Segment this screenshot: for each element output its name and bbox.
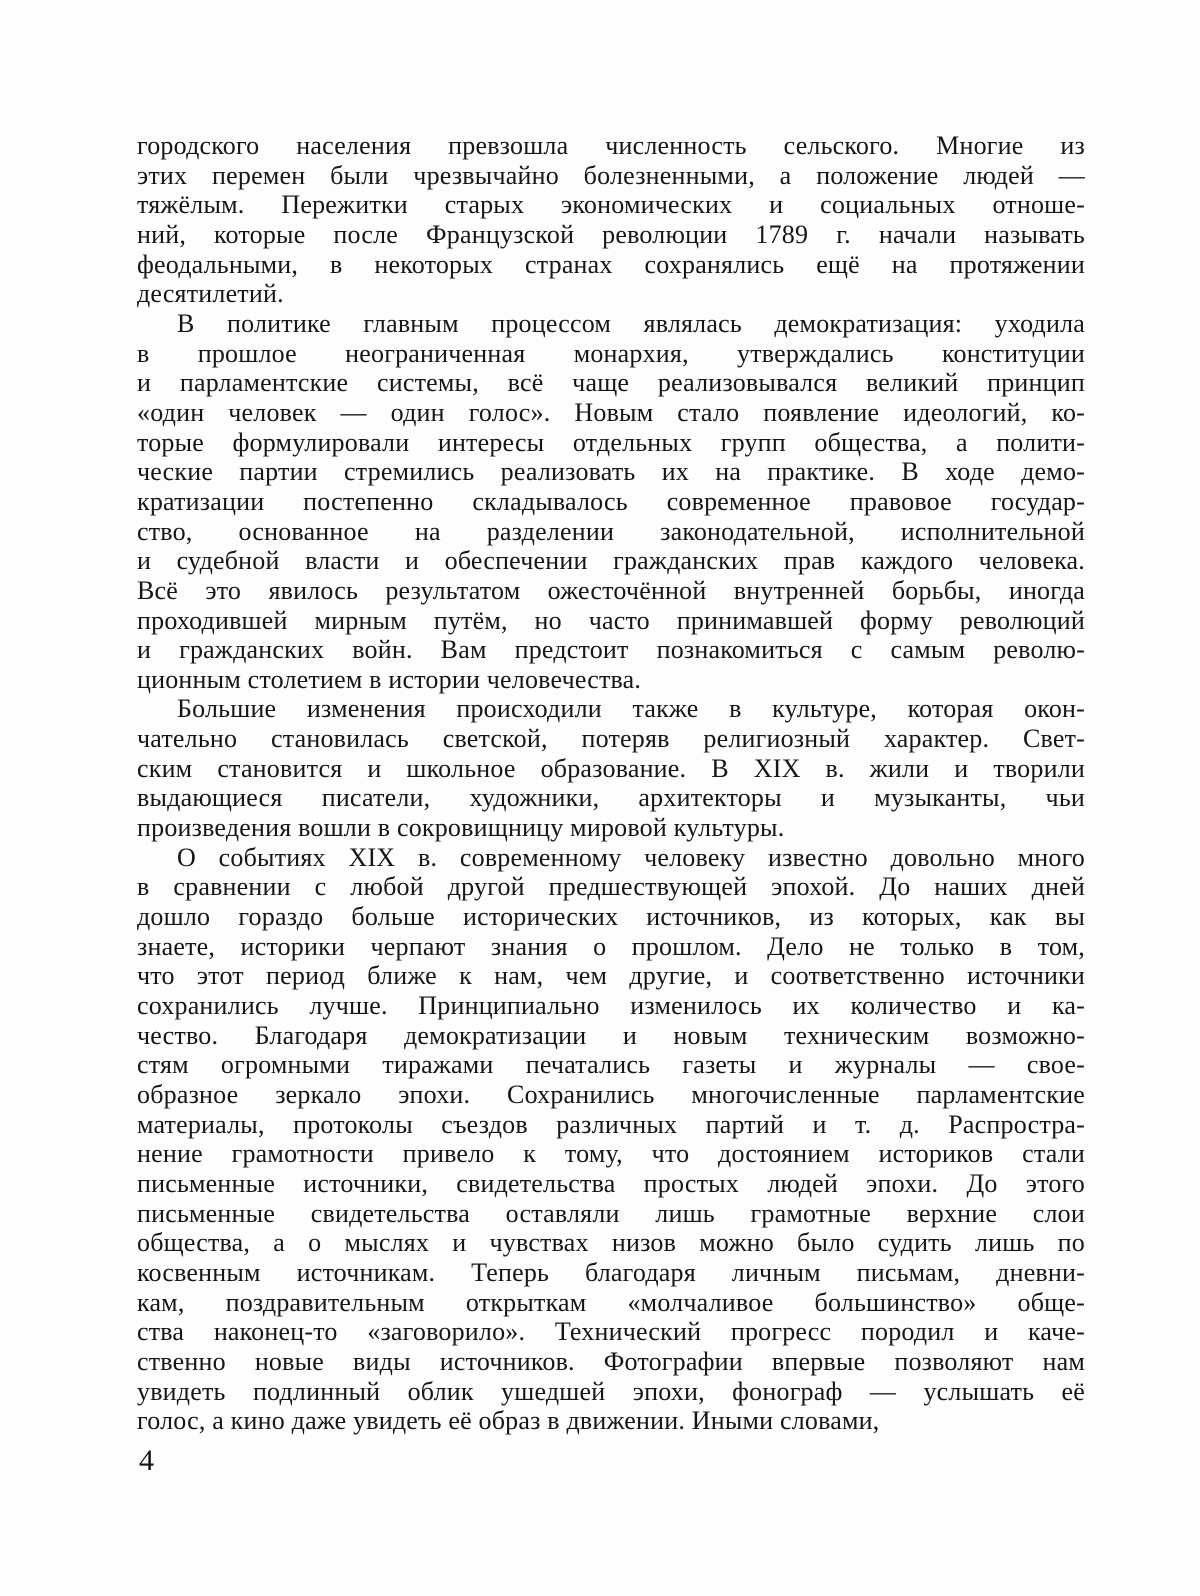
text-line: общества, а о мыслях и чувствах низов можно было судить лишь по <box>137 1228 1085 1258</box>
text-line: сохранились лучше. Принципиально изменилось их количество и ка- <box>137 991 1085 1021</box>
text-line: голос, а кино даже увидеть её образ в движении. Иными словами, <box>137 1406 880 1436</box>
text-line: знаете, историки черпают знания о прошлом. Дело не только в том, <box>137 931 1085 961</box>
text-line: проходившей мирным путём, но часто принимавшей форму революций <box>137 605 1085 635</box>
text-line: нение грамотности привело к тому, что достоянием историков стали <box>137 1139 1085 1169</box>
text-line: стям огромными тиражами печатались газеты и журналы — свое- <box>137 1050 1085 1080</box>
text-line: ство, основанное на разделении законодательной, исполнительной <box>137 516 1085 546</box>
text-line: и судебной власти и обеспечении гражданских прав каждого человека. <box>137 546 1085 576</box>
text-line: ским становится и школьное образование. В XIX в. жили и творили <box>137 753 1085 783</box>
paragraph <box>137 131 1085 309</box>
text-line: Большие изменения происходили также в культуре, которая окон- <box>177 694 1085 724</box>
text-line: чательно становилась светской, потеряв религиозный характер. Свет- <box>137 724 1085 754</box>
text-line: О событиях XIX в. современному человеку известно довольно много <box>177 842 1085 872</box>
text-block <box>137 131 1085 1436</box>
page-number: 4 <box>139 1444 154 1477</box>
text-line: ства наконец-то «заговорило». Технический прогресс породил и каче- <box>137 1317 1085 1347</box>
paragraph <box>137 309 1085 695</box>
text-line: чество. Благодаря демократизации и новым техническим возможно- <box>137 1020 1085 1050</box>
paragraph <box>137 694 1085 842</box>
text-line: феодальными, в некоторых странах сохранялись ещё на протяжении <box>137 249 1085 279</box>
text-line: «один человек — один голос». Новым стало появление идеологий, ко- <box>137 397 1085 427</box>
text-line: десятилетий. <box>137 279 284 309</box>
text-line: письменные источники, свидетельства простых людей эпохи. До этого <box>137 1168 1085 1198</box>
text-line: письменные свидетельства оставляли лишь грамотные верхние слои <box>137 1198 1085 1228</box>
text-line: образное зеркало эпохи. Сохранились многочисленные парламентские <box>137 1080 1085 1109</box>
text-line: Всё это явилось результатом ожесточённой внутренней борьбы, иногда <box>137 575 1085 605</box>
text-line: ческие партии стремились реализовать их на практике. В ходе демо- <box>137 457 1085 487</box>
text-line: этих перемен были чрезвычайно болезненными, а положение людей — <box>137 160 1085 190</box>
text-line: материалы, протоколы съездов различных партий и т. д. Распростра- <box>137 1109 1085 1139</box>
text-line: кратизации постепенно складывалось современное правовое государ- <box>137 486 1085 516</box>
text-line: выдающиеся писатели, художники, архитекторы и музыканты, чьи <box>137 783 1085 813</box>
text-line: в прошлое неограниченная монархия, утверждались конституции <box>137 338 1085 368</box>
text-line: городского населения превзошла численность сельского. Многие из <box>137 131 1085 160</box>
text-line: ний, которые после Французской революции 1789 г. начали называть <box>137 219 1085 249</box>
text-line: и парламентские системы, всё чаще реализовывался великий принцип <box>137 368 1085 398</box>
text-line: тяжёлым. Пережитки старых экономических и социальных отноше- <box>137 190 1085 220</box>
text-line: произведения вошли в сокровищницу мировой культуры. <box>137 813 785 843</box>
text-line: в сравнении с любой другой предшествующей эпохой. До наших дней <box>137 872 1085 902</box>
text-line: ционным столетием в истории человечества. <box>137 664 642 694</box>
text-line: увидеть подлинный облик ушедшей эпохи, фонограф — услышать её <box>137 1376 1085 1406</box>
text-line: ственно новые виды источников. Фотографии впервые позволяют нам <box>137 1346 1085 1376</box>
text-line: что этот период ближе к нам, чем другие, и соответственно источники <box>137 961 1085 991</box>
text-line: и гражданских войн. Вам предстоит познакомиться с самым револю- <box>137 635 1085 665</box>
text-line: торые формулировали интересы отдельных групп общества, а полити- <box>137 427 1085 457</box>
text-line: косвенным источникам. Теперь благодаря личным письмам, дневни- <box>137 1257 1085 1287</box>
text-line: дошло гораздо больше исторических источников, из которых, как вы <box>137 902 1085 932</box>
text-line: В политике главным процессом являлась демократизация: уходила <box>177 308 1085 338</box>
paragraph <box>137 843 1085 1436</box>
text-line: кам, поздравительным открыткам «молчаливое большинство» обще- <box>137 1287 1085 1317</box>
